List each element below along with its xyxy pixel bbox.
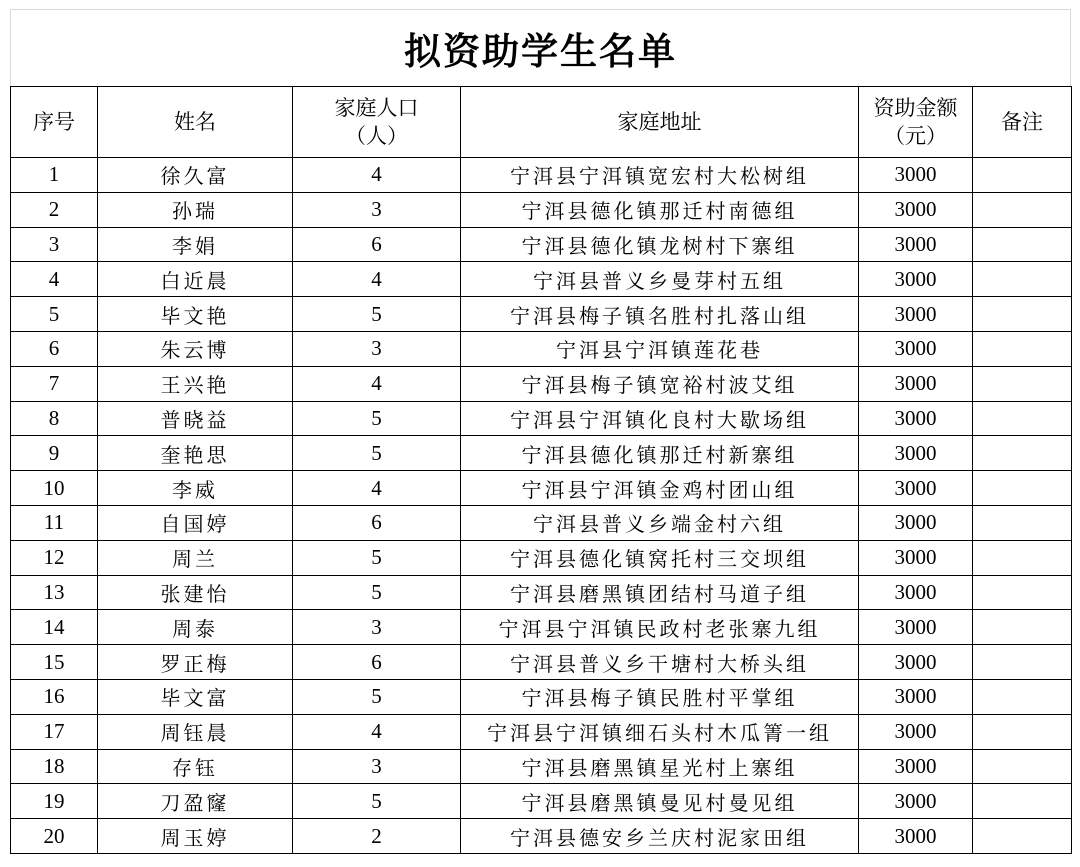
cell-name: 奎艳思 <box>98 436 293 471</box>
cell-name: 存钰 <box>98 749 293 784</box>
cell-address: 宁洱县德化镇龙树村下寨组 <box>461 227 859 262</box>
cell-seq: 5 <box>11 297 98 332</box>
cell-remarks <box>973 436 1072 471</box>
cell-seq: 7 <box>11 366 98 401</box>
cell-remarks <box>973 540 1072 575</box>
cell-seq: 13 <box>11 575 98 610</box>
cell-address: 宁洱县宁洱镇宽宏村大松树组 <box>461 158 859 193</box>
cell-remarks <box>973 297 1072 332</box>
cell-family-size: 5 <box>293 436 461 471</box>
cell-amount: 3000 <box>859 262 973 297</box>
cell-amount: 3000 <box>859 331 973 366</box>
cell-amount: 3000 <box>859 679 973 714</box>
cell-remarks <box>973 401 1072 436</box>
header-amount-line1: 资助金额 <box>873 96 958 120</box>
table-row <box>11 401 1072 436</box>
cell-amount: 3000 <box>859 192 973 227</box>
cell-remarks <box>973 784 1072 819</box>
header-seq: 序号 <box>11 87 98 158</box>
cell-amount: 3000 <box>859 784 973 819</box>
header-family-size-line1: 家庭人口 <box>334 96 419 120</box>
cell-seq: 11 <box>11 505 98 540</box>
cell-address: 宁洱县德化镇那迁村新寨组 <box>461 436 859 471</box>
cell-name: 周泰 <box>98 610 293 645</box>
title-bar <box>10 9 1071 86</box>
table-row <box>11 366 1072 401</box>
cell-seq: 9 <box>11 436 98 471</box>
table-row <box>11 679 1072 714</box>
cell-remarks <box>973 819 1072 854</box>
cell-address: 宁洱县梅子镇宽裕村波艾组 <box>461 366 859 401</box>
table-row <box>11 297 1072 332</box>
cell-remarks <box>973 505 1072 540</box>
cell-family-size: 5 <box>293 575 461 610</box>
cell-remarks <box>973 262 1072 297</box>
cell-address: 宁洱县宁洱镇细石头村木瓜箐一组 <box>461 714 859 749</box>
cell-name: 李娟 <box>98 227 293 262</box>
cell-seq: 4 <box>11 262 98 297</box>
cell-remarks <box>973 192 1072 227</box>
cell-family-size: 6 <box>293 645 461 680</box>
cell-remarks <box>973 471 1072 506</box>
cell-amount: 3000 <box>859 610 973 645</box>
header-remarks: 备注 <box>973 87 1072 158</box>
cell-name: 徐久富 <box>98 158 293 193</box>
cell-seq: 20 <box>11 819 98 854</box>
cell-amount: 3000 <box>859 505 973 540</box>
cell-remarks <box>973 749 1072 784</box>
header-family-size-line2: （人） <box>345 124 408 148</box>
cell-remarks <box>973 227 1072 262</box>
cell-family-size: 3 <box>293 610 461 645</box>
cell-address: 宁洱县磨黑镇星光村上寨组 <box>461 749 859 784</box>
cell-amount: 3000 <box>859 575 973 610</box>
table-row <box>11 749 1072 784</box>
cell-remarks <box>973 610 1072 645</box>
cell-remarks <box>973 679 1072 714</box>
cell-seq: 12 <box>11 540 98 575</box>
cell-amount: 3000 <box>859 645 973 680</box>
cell-family-size: 4 <box>293 714 461 749</box>
cell-address: 宁洱县宁洱镇金鸡村团山组 <box>461 471 859 506</box>
cell-family-size: 4 <box>293 366 461 401</box>
cell-name: 毕文艳 <box>98 297 293 332</box>
cell-seq: 19 <box>11 784 98 819</box>
table-row <box>11 714 1072 749</box>
cell-name: 自国婷 <box>98 505 293 540</box>
cell-remarks <box>973 366 1072 401</box>
cell-name: 刀盈窿 <box>98 784 293 819</box>
table-header-row <box>11 87 1072 158</box>
cell-address: 宁洱县磨黑镇团结村马道子组 <box>461 575 859 610</box>
cell-address: 宁洱县宁洱镇化良村大歇场组 <box>461 401 859 436</box>
cell-family-size: 4 <box>293 158 461 193</box>
cell-amount: 3000 <box>859 819 973 854</box>
cell-name: 周兰 <box>98 540 293 575</box>
table-row <box>11 819 1072 854</box>
cell-amount: 3000 <box>859 297 973 332</box>
cell-seq: 2 <box>11 192 98 227</box>
cell-address: 宁洱县普义乡曼芽村五组 <box>461 262 859 297</box>
cell-family-size: 5 <box>293 401 461 436</box>
header-family-size <box>293 87 461 158</box>
cell-address: 宁洱县梅子镇民胜村平掌组 <box>461 679 859 714</box>
cell-family-size: 5 <box>293 784 461 819</box>
cell-family-size: 3 <box>293 749 461 784</box>
cell-name: 朱云博 <box>98 331 293 366</box>
cell-name: 孙瑞 <box>98 192 293 227</box>
cell-address: 宁洱县德化镇窝托村三交坝组 <box>461 540 859 575</box>
cell-remarks <box>973 158 1072 193</box>
cell-remarks <box>973 331 1072 366</box>
cell-family-size: 4 <box>293 471 461 506</box>
cell-amount: 3000 <box>859 471 973 506</box>
cell-address: 宁洱县梅子镇名胜村扎落山组 <box>461 297 859 332</box>
cell-family-size: 3 <box>293 192 461 227</box>
cell-name: 周钰晨 <box>98 714 293 749</box>
student-aid-sheet <box>10 9 1071 854</box>
cell-address: 宁洱县宁洱镇民政村老张寨九组 <box>461 610 859 645</box>
table-row <box>11 610 1072 645</box>
table-row <box>11 575 1072 610</box>
table-row <box>11 262 1072 297</box>
cell-seq: 17 <box>11 714 98 749</box>
cell-address: 宁洱县德化镇那迁村南德组 <box>461 192 859 227</box>
table-row <box>11 505 1072 540</box>
header-amount-line2: （元） <box>884 124 947 148</box>
table-row <box>11 784 1072 819</box>
cell-remarks <box>973 714 1072 749</box>
cell-name: 张建怡 <box>98 575 293 610</box>
table-row <box>11 436 1072 471</box>
cell-family-size: 6 <box>293 505 461 540</box>
cell-name: 李威 <box>98 471 293 506</box>
cell-amount: 3000 <box>859 401 973 436</box>
cell-family-size: 5 <box>293 540 461 575</box>
cell-remarks <box>973 575 1072 610</box>
cell-name: 周玉婷 <box>98 819 293 854</box>
cell-remarks <box>973 645 1072 680</box>
cell-family-size: 2 <box>293 819 461 854</box>
cell-seq: 16 <box>11 679 98 714</box>
cell-seq: 18 <box>11 749 98 784</box>
cell-name: 白近晨 <box>98 262 293 297</box>
cell-family-size: 5 <box>293 297 461 332</box>
table-row <box>11 158 1072 193</box>
table-row <box>11 192 1072 227</box>
cell-address: 宁洱县普义乡干塘村大桥头组 <box>461 645 859 680</box>
table-row <box>11 331 1072 366</box>
cell-seq: 15 <box>11 645 98 680</box>
cell-seq: 14 <box>11 610 98 645</box>
cell-seq: 6 <box>11 331 98 366</box>
cell-address: 宁洱县磨黑镇曼见村曼见组 <box>461 784 859 819</box>
cell-amount: 3000 <box>859 540 973 575</box>
cell-seq: 10 <box>11 471 98 506</box>
cell-family-size: 4 <box>293 262 461 297</box>
cell-amount: 3000 <box>859 436 973 471</box>
cell-name: 罗正梅 <box>98 645 293 680</box>
cell-address: 宁洱县普义乡端金村六组 <box>461 505 859 540</box>
cell-family-size: 6 <box>293 227 461 262</box>
student-list-table <box>10 86 1072 854</box>
cell-seq: 1 <box>11 158 98 193</box>
header-name: 姓名 <box>98 87 293 158</box>
header-amount <box>859 87 973 158</box>
cell-name: 王兴艳 <box>98 366 293 401</box>
cell-amount: 3000 <box>859 366 973 401</box>
cell-name: 毕文富 <box>98 679 293 714</box>
cell-seq: 3 <box>11 227 98 262</box>
cell-name: 普晓益 <box>98 401 293 436</box>
cell-amount: 3000 <box>859 714 973 749</box>
table-row <box>11 227 1072 262</box>
cell-amount: 3000 <box>859 158 973 193</box>
cell-family-size: 3 <box>293 331 461 366</box>
table-row <box>11 540 1072 575</box>
header-address: 家庭地址 <box>461 87 859 158</box>
page-title: 拟资助学生名单 <box>404 30 677 73</box>
cell-address: 宁洱县德安乡兰庆村泥家田组 <box>461 819 859 854</box>
cell-seq: 8 <box>11 401 98 436</box>
table-row <box>11 645 1072 680</box>
cell-amount: 3000 <box>859 749 973 784</box>
cell-amount: 3000 <box>859 227 973 262</box>
cell-address: 宁洱县宁洱镇莲花巷 <box>461 331 859 366</box>
cell-family-size: 5 <box>293 679 461 714</box>
table-row <box>11 471 1072 506</box>
